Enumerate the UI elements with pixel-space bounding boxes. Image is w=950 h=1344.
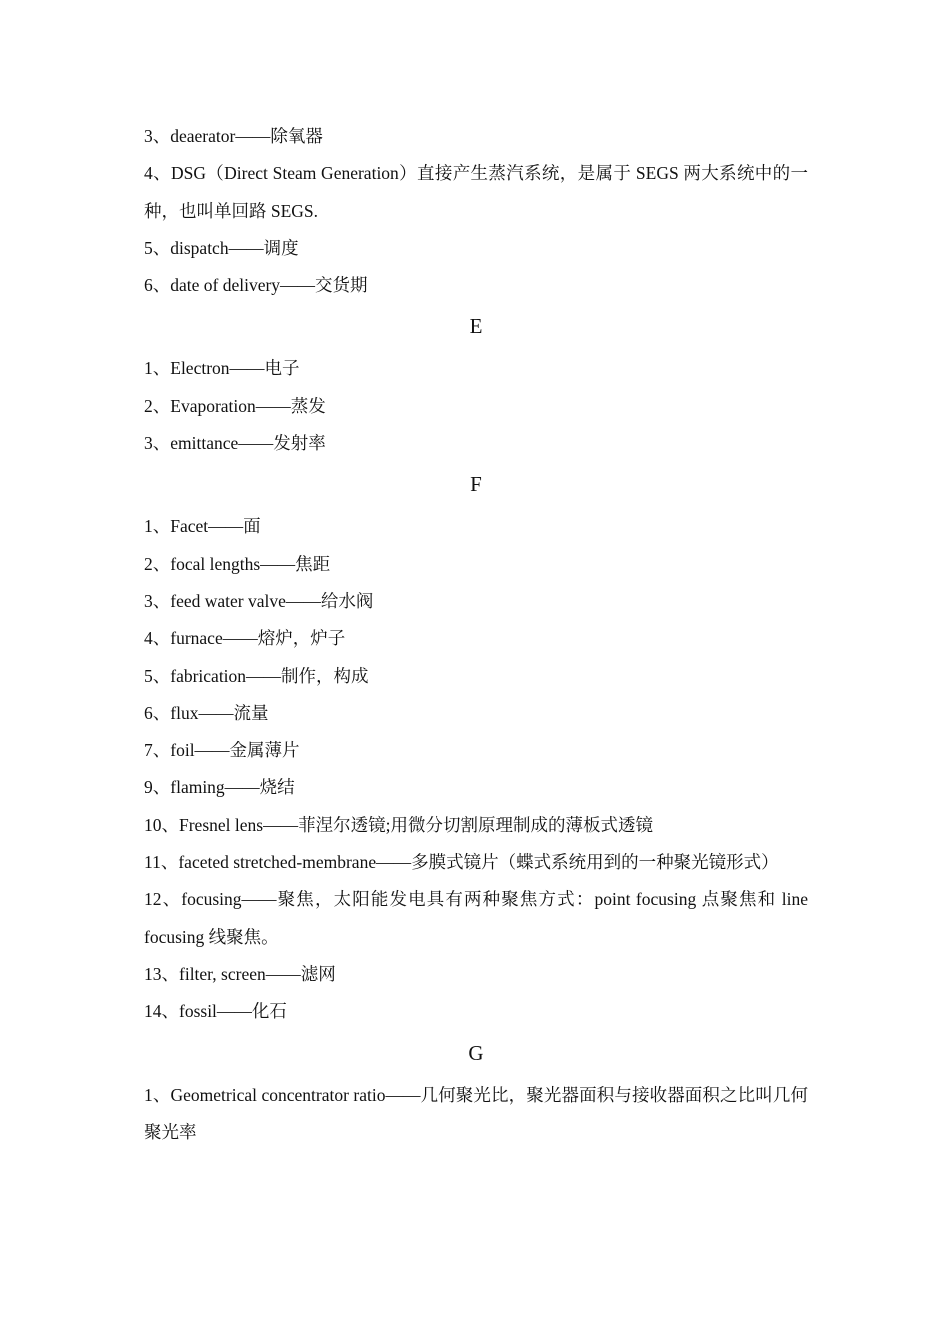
- section-heading-g: G: [468, 1040, 484, 1065]
- glossary-entry-flux: 6、flux——流量: [144, 702, 269, 723]
- section-heading-f: F: [470, 472, 482, 497]
- glossary-entry-dispatch: 5、dispatch——调度: [144, 237, 299, 258]
- glossary-entry-emittance: 3、emittance——发射率: [144, 433, 326, 454]
- glossary-entry-evaporation: 2、Evaporation——蒸发: [144, 395, 326, 416]
- glossary-entry-deaerator: 3、deaerator——除氧器: [144, 126, 323, 146]
- glossary-entry-geometrical-concentrator-ratio: 1、Geometrical concentrator ratio——几何聚光比，聚光器面积与接收器面积之比叫几何聚光率: [144, 1084, 808, 1142]
- glossary-entry-faceted-stretched-membrane: 11、faceted stretched-membrane——多膜式镜片（蝶式系统用到的一种聚光镜形式）: [144, 852, 779, 873]
- glossary-entry-focal-lengths: 2、focal lengths——焦距: [144, 553, 331, 574]
- glossary-entry-filter-screen: 13、filter, screen——滤网: [144, 963, 336, 984]
- glossary-entry-dsg: 4、DSG（Direct Steam Generation）直接产生蒸汽系统，是属于 SEGS 两大系统中的一种，也叫单回路 SEGS.: [144, 163, 808, 221]
- glossary-entry-feed-water-valve: 3、feed water valve——给水阀: [144, 590, 374, 611]
- glossary-entry-focusing: 12、focusing——聚焦，太阳能发电具有两种聚焦方式：point focusing 点聚焦和 line focusing 线聚焦。: [144, 889, 808, 947]
- glossary-entry-flaming: 9、flaming——烧结: [144, 777, 295, 798]
- glossary-entry-fossil: 14、fossil——化石: [144, 1001, 287, 1022]
- glossary-entry-date-of-delivery: 6、date of delivery——交货期: [144, 275, 368, 296]
- document-page: [144, 118, 808, 1151]
- section-heading-e: E: [469, 314, 483, 339]
- glossary-entry-foil: 7、foil——金属薄片: [144, 740, 300, 761]
- glossary-entry-facet: 1、Facet——面: [144, 516, 261, 537]
- glossary-entry-fresnel-lens: 10、Fresnel lens——菲涅尔透镜;用微分切割原理制成的薄板式透镜: [144, 814, 653, 835]
- glossary-entry-electron: 1、Electron——电子: [144, 358, 300, 379]
- glossary-entry-fabrication: 5、fabrication——制作，构成: [144, 665, 369, 686]
- glossary-entry-furnace: 4、furnace——熔炉，炉子: [144, 628, 346, 649]
